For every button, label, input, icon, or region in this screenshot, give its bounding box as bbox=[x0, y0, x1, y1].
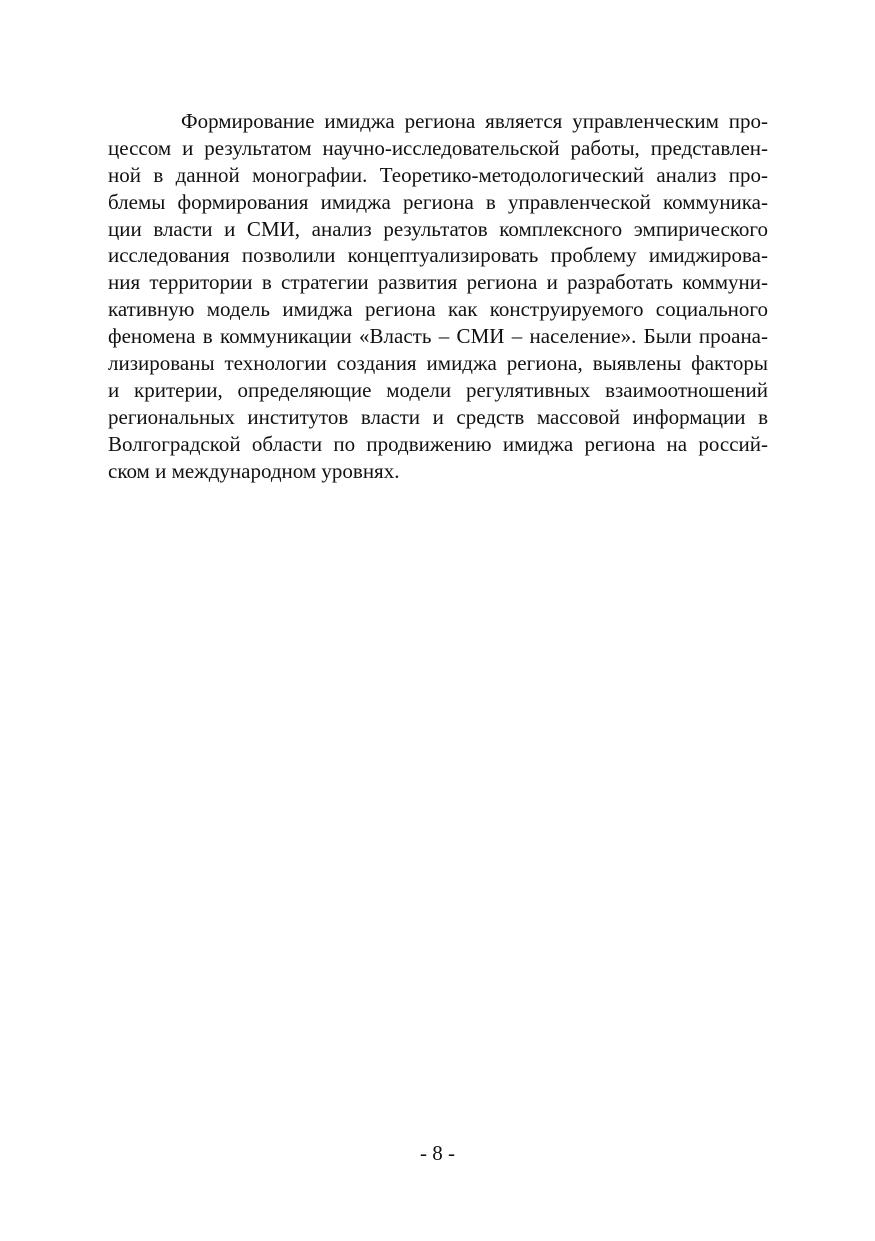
paragraph-line: блемы формирования имиджа региона в управленческой коммуника- bbox=[108, 189, 768, 214]
paragraph-line: исследования позволили концептуализировать проблему имиджирова- bbox=[108, 243, 768, 268]
paragraph-line: цессом и результатом научно-исследовательской работы, представлен- bbox=[108, 135, 768, 160]
paragraph-line: лизированы технологии создания имиджа региона, выявлены факторы bbox=[108, 351, 768, 376]
paragraph-line: Формирование имиджа региона является управленческим про- bbox=[181, 109, 768, 133]
paragraph-line: и критерии, определяющие модели регулятивных взаимоотношений bbox=[108, 377, 768, 402]
paragraph-line: кативную модель имиджа региона как конструируемого социального bbox=[108, 297, 768, 322]
page-number: - 8 - bbox=[420, 1141, 455, 1165]
paragraph-line: ния территории в стратегии развития региона и разработать коммуни- bbox=[108, 270, 768, 295]
paragraph-line: ции власти и СМИ, анализ результатов комплексного эмпирического bbox=[108, 216, 768, 241]
paragraph-line: региональных институтов власти и средств массовой информации в bbox=[108, 404, 768, 429]
paragraph-line: ском и международном уровнях. bbox=[108, 458, 400, 483]
body-paragraph bbox=[108, 108, 768, 484]
paragraph-line: феномена в коммуникации «Власть – СМИ – население». Были проана- bbox=[108, 324, 768, 349]
paragraph-line: Волгоградской области по продвижению имиджа региона на россий- bbox=[108, 431, 768, 456]
paragraph-line: ной в данной монографии. Теоретико-методологический анализ про- bbox=[108, 162, 768, 187]
